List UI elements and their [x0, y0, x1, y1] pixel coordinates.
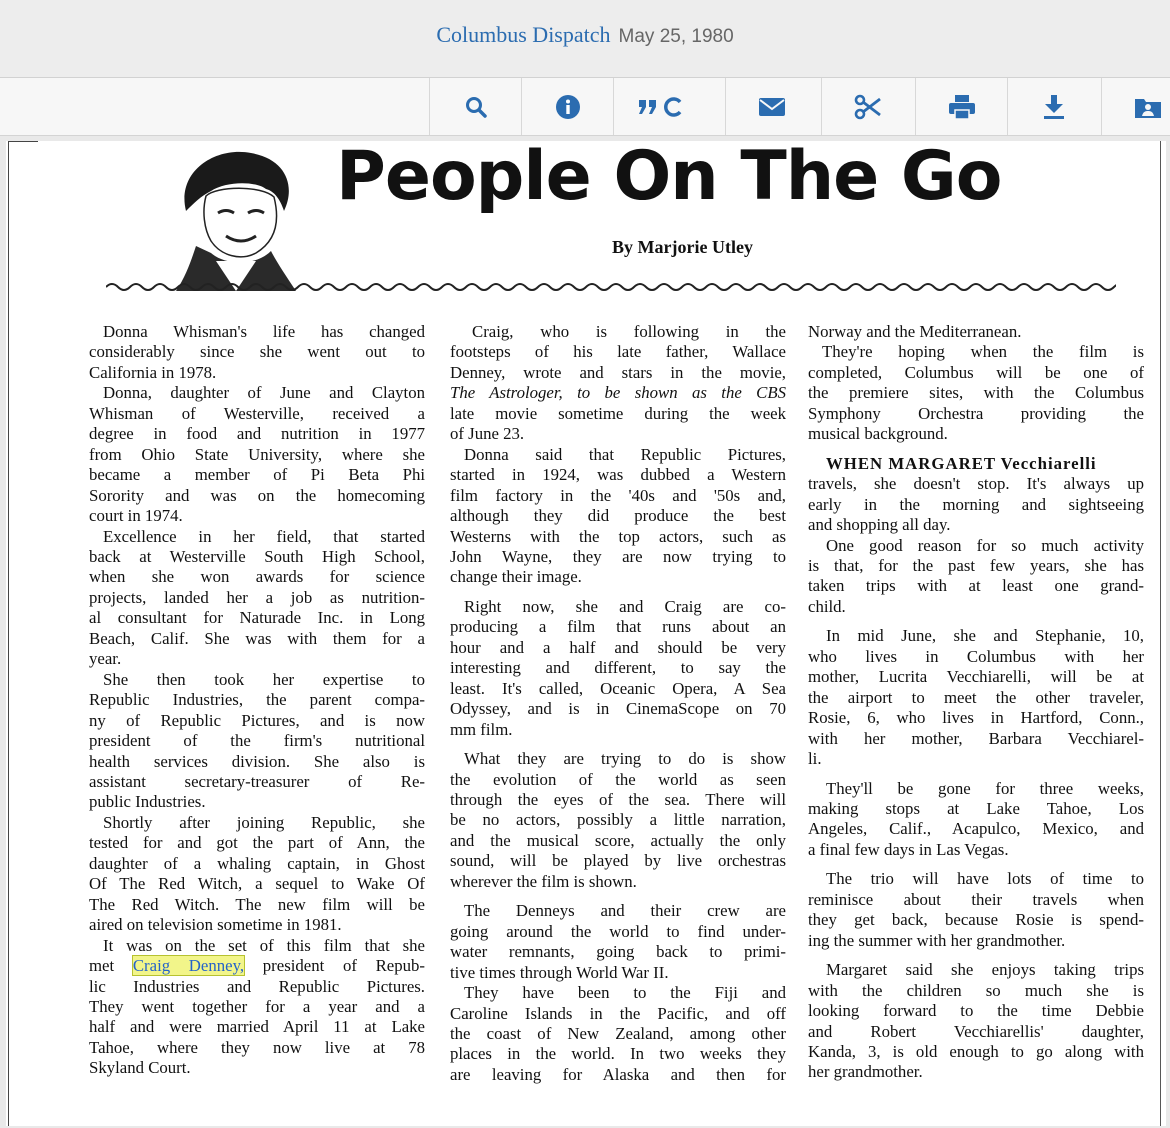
text-line: least. It's called, Oceanic Opera, A Sea: [450, 678, 786, 698]
text-line: going around the world to find under-: [450, 921, 786, 941]
print-icon: [948, 94, 976, 120]
text-line: the airport to meet the other traveler,: [808, 687, 1144, 707]
text-line: WHEN MARGARET Vecchiarelli: [826, 453, 1097, 473]
paragraph-gap: [450, 892, 786, 901]
text-line: The Red Witch. The new film will be: [89, 894, 425, 914]
text-line: Angeles, Calif., Acapulco, Mexico, and: [808, 819, 1144, 839]
text-line: reminisce about their travels when: [808, 889, 1144, 909]
text-line: Kanda, 3, is old enough to go along with: [808, 1041, 1144, 1061]
text-line: Republic Industries, the parent compa-: [89, 690, 425, 710]
text-line: health services division. She also is: [89, 751, 425, 771]
text-line: daughter of a whaling captain, in Ghost: [89, 853, 425, 873]
search-button[interactable]: [429, 78, 522, 135]
paragraph-gap: [808, 860, 1144, 869]
text-line: In mid June, she and Stephanie, 10,: [826, 626, 1144, 646]
text-line: lic Industries and Republic Pictures.: [89, 976, 425, 996]
text-line: and Robert Vecchiarellis' daughter,: [808, 1021, 1144, 1041]
publication-date: May 25, 1980: [618, 26, 734, 47]
text-line: wherever the film is shown.: [450, 871, 637, 891]
text-line: change their image.: [450, 567, 582, 587]
page-title: [0, 22, 1170, 48]
paragraph-gap: [808, 951, 1144, 960]
paragraph-gap: [808, 617, 1144, 626]
text-line: Shortly after joining Republic, she: [103, 812, 425, 832]
text-line: looking forward to the time Debbie: [808, 1001, 1144, 1021]
paragraph-gap: [808, 445, 1144, 454]
text-line: Beach, Calif. She was with them for a: [89, 628, 425, 648]
text-line: of June 23.: [450, 424, 525, 444]
text-line: Excellence in her field, that started: [103, 526, 425, 546]
text-line: The trio will have lots of time to: [826, 869, 1144, 889]
search-icon: [464, 95, 488, 119]
text-line: aired on television sometime in 1981.: [89, 915, 342, 935]
text-line: Sorority and was on the homecoming: [89, 485, 425, 505]
publication-name[interactable]: Columbus Dispatch: [436, 22, 611, 47]
text-line: Donna, daughter of June and Clayton: [103, 383, 425, 403]
text-line: court in 1974.: [89, 506, 183, 526]
paragraph-gap: [450, 588, 786, 597]
clip-button[interactable]: [821, 78, 914, 135]
text-line: The Astrologer, to be shown as the CBS: [450, 383, 786, 403]
text-line: through the eyes of the sea. There will: [450, 789, 786, 809]
text-line: Caroline Islands in the Pacific, and off: [450, 1003, 786, 1023]
email-button[interactable]: [725, 78, 818, 135]
toolbar: [0, 78, 1170, 136]
text-line: Of The Red Witch, a sequel to Wake Of: [89, 874, 425, 894]
text-line: taken trips with at least one grand-: [808, 576, 1144, 596]
text-line: They'll be gone for three weeks,: [826, 778, 1144, 798]
text-line: considerably since she went out to: [89, 342, 425, 362]
text-line: a final few days in Las Vegas.: [808, 839, 1009, 859]
text-line: completed, Columbus will be one of: [808, 362, 1144, 382]
text-line: Norway and the Mediterranean.: [808, 322, 1022, 341]
text-line: mm film.: [450, 719, 513, 739]
text-line: hour and a half and should be very: [450, 637, 786, 657]
text-line: footsteps of his late father, Wallace: [450, 342, 786, 362]
clip-icon: [854, 93, 882, 121]
text-line: assistant secretary-treasurer of Re-: [89, 771, 425, 791]
info-button[interactable]: [521, 78, 614, 135]
text-line: ing the summer with her grandmother.: [808, 930, 1066, 950]
text-line: Margaret said she enjoys taking trips: [826, 960, 1144, 980]
text-line: they get back, because Rosie is spend-: [808, 910, 1144, 930]
text-line: places in the world. In two weeks they: [450, 1044, 786, 1064]
text-line: Skyland Court.: [89, 1058, 191, 1078]
print-button[interactable]: [915, 78, 1008, 135]
text-line: her grandmother.: [808, 1062, 923, 1082]
page-border-right: [1160, 141, 1161, 1126]
article-column-1: [89, 322, 425, 1079]
paragraph-gap: [450, 740, 786, 749]
text-line: They went together for a year and a: [89, 996, 425, 1016]
text-fragment: met: [89, 956, 115, 976]
text-line: Westerns with the top actors, such as: [450, 526, 786, 546]
text-line: John Wayne, they are now trying to: [450, 546, 786, 566]
text-line: late movie sometime during the week: [450, 403, 786, 423]
text-line: from Ohio State University, where she: [89, 444, 425, 464]
text-line: and the musical score, actually the only: [450, 830, 786, 850]
text-line: tested for and got the part of Ann, the: [89, 833, 425, 853]
text-line: Symphony Orchestra providing the: [808, 403, 1144, 423]
newspaper-clipping: [6, 141, 1166, 1126]
text-line: Rosie, 6, who lives in Hartford, Conn.,: [808, 708, 1144, 728]
text-line: They're hoping when the film is: [822, 342, 1144, 362]
text-line: travels, she doesn't stop. It's always up: [808, 474, 1144, 494]
text-line: president of the firm's nutritional: [89, 731, 425, 751]
text-line: with the children so much she is: [808, 980, 1144, 1000]
text-line: Whisman of Westerville, received a: [89, 403, 425, 423]
paragraph-gap: [808, 770, 1144, 779]
text-line: producing a film that runs about an: [450, 617, 786, 637]
text-line: They have been to the Fiji and: [464, 983, 786, 1003]
page-border-left: [8, 141, 9, 1126]
text-line: be no actors, possibly a little narration,: [450, 810, 786, 830]
text-fragment: president of Repub-: [262, 956, 425, 976]
text-line: although they did produce the best: [450, 506, 786, 526]
text-line: California in 1978.: [89, 362, 217, 382]
text-line: What they are trying to do is show: [464, 749, 786, 769]
text-line: when she won awards for science: [89, 567, 425, 587]
text-line: mother, Lucrita Vecchiarelli, will be at: [808, 667, 1144, 687]
text-line: The Denneys and their crew are: [464, 901, 786, 921]
text-line: became a member of Pi Beta Phi: [89, 465, 425, 485]
divider-rule: [106, 269, 1116, 299]
text-line: Tahoe, where they now live at 78: [89, 1037, 425, 1057]
text-line: ny of Republic Pictures, and is now: [89, 710, 425, 730]
text-line: the evolution of the world as seen: [450, 769, 786, 789]
text-line: [89, 956, 425, 976]
info-icon: [555, 94, 581, 120]
text-line: and shopping all day.: [808, 515, 951, 535]
download-icon: [1042, 94, 1066, 120]
text-line: water remnants, going back to primi-: [450, 942, 786, 962]
text-line: It was on the set of this film that she: [103, 935, 425, 955]
text-line: child.: [808, 596, 846, 616]
text-line: One good reason for so much activity: [826, 535, 1144, 555]
text-line: Denney, wrote and stars in the movie,: [450, 362, 786, 382]
highlighted-search-term[interactable]: Craig Denney,: [132, 956, 245, 976]
article-column-3: [808, 322, 1144, 1083]
article-column-2: [450, 322, 786, 1085]
save-to-folder-icon: [1134, 95, 1162, 119]
text-line: al consultant for Naturade Inc. in Long: [89, 608, 425, 628]
text-line: Donna said that Republic Pictures,: [464, 444, 786, 464]
text-line: the coast of New Zealand, among other: [450, 1023, 786, 1043]
email-icon: [758, 96, 786, 118]
text-line: who lives in Columbus with her: [808, 646, 1144, 666]
text-line: degree in food and nutrition in 1977: [89, 424, 425, 444]
text-line: film factory in the '40s and '50s and,: [450, 485, 786, 505]
text-line: year.: [89, 649, 122, 669]
text-line: musical background.: [808, 424, 948, 444]
text-line: tive times through World War II.: [450, 962, 669, 982]
article-headline: People On The Go: [336, 141, 1002, 216]
text-line: interesting and different, to say the: [450, 658, 786, 678]
download-button[interactable]: [1007, 78, 1100, 135]
text-line: Donna Whisman's life has changed: [103, 322, 425, 341]
text-line: li.: [808, 749, 822, 769]
text-line: projects, landed her a job as nutrition-: [89, 587, 425, 607]
text-line: Craig, who is following in the: [472, 322, 786, 341]
text-line: She then took her expertise to: [103, 669, 425, 689]
text-line: back at Westerville South High School,: [89, 546, 425, 566]
text-line: are leaving for Alaska and then for: [450, 1064, 786, 1084]
text-line: sound, will be played by live orchestras: [450, 851, 786, 871]
page-border-tick: [8, 141, 38, 142]
cite-button[interactable]: [613, 78, 706, 135]
text-line: with her mother, Barbara Vecchiarel-: [808, 728, 1144, 748]
cite-icon: [636, 95, 684, 119]
text-line: half and were married April 11 at Lake: [89, 1017, 425, 1037]
article-byline: By Marjorie Utley: [612, 237, 753, 257]
text-line: public Industries.: [89, 792, 206, 812]
save-to-folder-button[interactable]: [1101, 78, 1170, 135]
text-line: Odyssey, and is in CinemaScope on 70: [450, 699, 786, 719]
text-line: the premiere sites, with the Columbus: [808, 383, 1144, 403]
text-line: started in 1924, was dubbed a Western: [450, 465, 786, 485]
text-line: early in the morning and sightseeing: [808, 494, 1144, 514]
text-line: making stops at Lake Tahoe, Los: [808, 798, 1144, 818]
title-bar: [0, 0, 1170, 78]
text-line: is that, for the past few years, she has: [808, 555, 1144, 575]
text-line: Right now, she and Craig are co-: [464, 596, 786, 616]
